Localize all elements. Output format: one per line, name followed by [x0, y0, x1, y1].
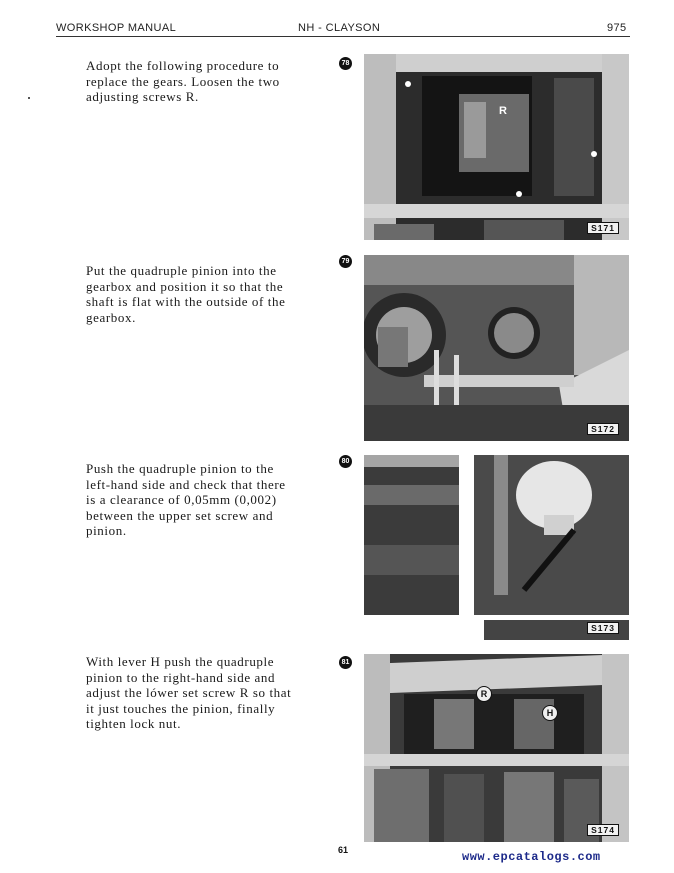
header-manual-title: WORKSHOP MANUAL: [56, 22, 177, 34]
step-78-badge: 78: [339, 57, 352, 70]
margin-mark: [28, 97, 30, 99]
step-79-figure-code: S172: [587, 423, 619, 435]
step-81-badge: 81: [339, 656, 352, 669]
step-78-photo: [364, 54, 629, 240]
gearbox-photo-81: [364, 654, 629, 842]
step-80-badge: 80: [339, 455, 352, 468]
step-80-figure-code: S173: [587, 622, 619, 634]
gearbox-photo-79: [364, 255, 629, 441]
step-81-text: With lever H push the quadruple pinion to the right-hand side and adjust the lówer set screw R so that it just touches the pinion, finally tighten lock nut.: [86, 654, 292, 732]
step-81-photo: [364, 654, 629, 842]
step-79-badge: 79: [339, 255, 352, 268]
header-section-number: 975: [607, 22, 627, 34]
header-rule: [56, 36, 630, 37]
step-81-figure-code: S174: [587, 824, 619, 836]
step-78-text: Adopt the following procedure to replace the gears. Loosen the two adjusting screws R.: [86, 58, 280, 105]
header-model: NH - CLAYSON: [298, 22, 381, 34]
watermark-url: www.epcatalogs.com: [462, 850, 601, 864]
step-78-figure-code: S171: [587, 222, 619, 234]
gearbox-photo-80: [364, 455, 629, 640]
step-79-photo: [364, 255, 629, 441]
callout-r: R: [476, 686, 492, 702]
step-79-text: Put the quadruple pinion into the gearbox and position it so that the shaft is flat with the outside of the gearbox.: [86, 263, 286, 325]
step-80-text: Push the quadruple pinion to the left-hand side and check that there is a clearance of 0,05mm (0,002) between the upper set screw and pinion.: [86, 461, 286, 539]
step-80-photo: [364, 455, 629, 640]
callout-h: H: [542, 705, 558, 721]
callout-r: R: [499, 105, 507, 117]
gearbox-photo-78: [364, 54, 629, 240]
page-number: 61: [338, 845, 349, 855]
